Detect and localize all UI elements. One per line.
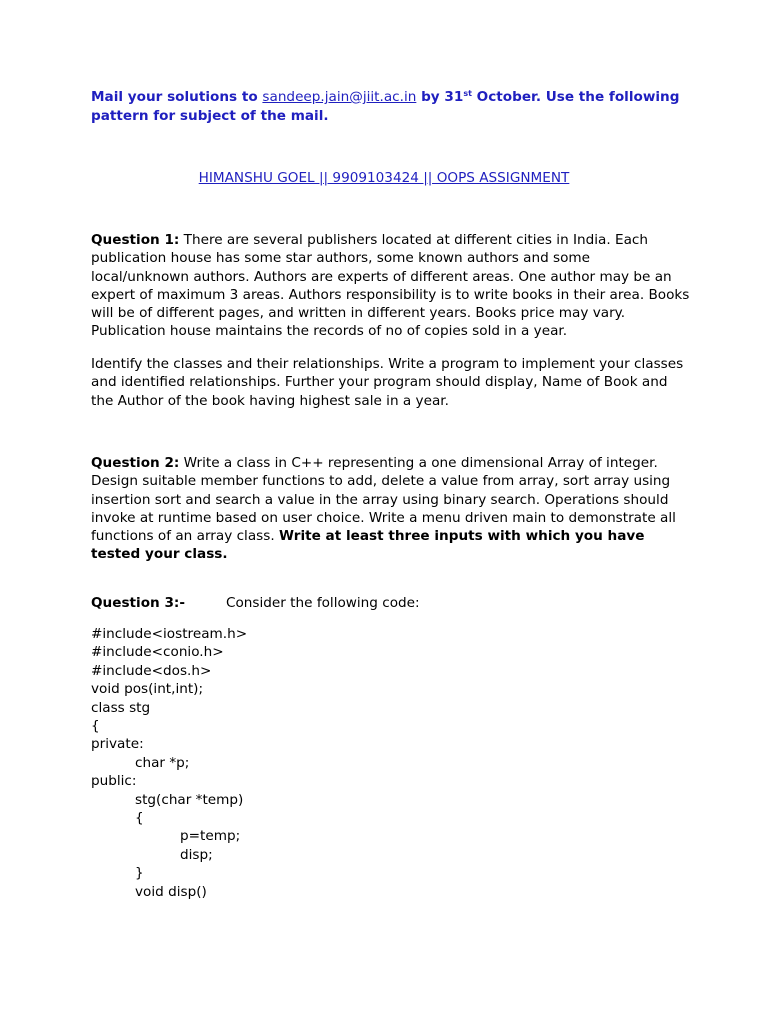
code-line: { bbox=[135, 810, 144, 827]
code-line: p=temp; bbox=[180, 828, 241, 845]
code-line: class stg bbox=[91, 699, 151, 716]
code-line: void disp() bbox=[135, 883, 207, 900]
code-line: void pos(int,int); bbox=[91, 681, 204, 698]
question-1-label: Question 1: bbox=[91, 232, 180, 248]
question-2-text: Write a class in C++ representing a one dimensional Array of integer. Design suitable member functions to add, delete a value from array, sort array using insertion sort and search a value in the array using binary search. Operations should invoke at runtime based on user choice. Write a menu driven main to demonstrate all functions of an array class. bbox=[91, 455, 676, 545]
question-3-label: Question 3:- bbox=[91, 595, 185, 611]
code-line: #include<dos.h> bbox=[91, 662, 212, 679]
mail-sup: st bbox=[463, 89, 472, 98]
question-1 bbox=[91, 231, 691, 341]
code-line: #include<conio.h> bbox=[91, 644, 224, 661]
question-2-label: Question 2: bbox=[91, 455, 180, 471]
question-3-text: Consider the following code: bbox=[226, 595, 420, 611]
code-block bbox=[91, 625, 491, 901]
code-line: #include<iostream.h> bbox=[91, 626, 248, 642]
subject-link[interactable]: HIMANSHU GOEL || 9909103424 || OOPS ASSIGNMENT bbox=[198, 170, 570, 186]
email-link[interactable]: sandeep.jain@jiit.ac.in bbox=[262, 89, 417, 105]
code-line: stg(char *temp) bbox=[135, 791, 244, 808]
code-line: } bbox=[135, 865, 144, 882]
question-1-instructions: Identify the classes and their relationships. Write a program to implement your classes and identified relationships. Further your program should display, Name of Book and the Author of the book having highest sale in a year. bbox=[91, 356, 684, 409]
subject-line bbox=[0, 170, 768, 186]
mail-suffix: October. Use the following pattern for subject of the mail. bbox=[91, 89, 680, 124]
mail-prefix: Mail your solutions to bbox=[91, 89, 263, 105]
code-line: private: bbox=[91, 736, 144, 753]
question-2 bbox=[91, 454, 691, 564]
code-line: disp; bbox=[180, 846, 213, 863]
code-line: public: bbox=[91, 773, 137, 790]
question-1-text: There are several publishers located at different cities in India. Each publication house has some star authors, some known authors and some local/unknown authors. Authors are experts of different areas. One author may be an expert of maximum 3 areas. Authors responsibility is to write books in their area. Books will be of different pages, and written in different years. Books price may vary. Publication house maintains the records of no of copies sold in a year. bbox=[91, 232, 690, 340]
question-3 bbox=[91, 595, 420, 611]
code-line: { bbox=[91, 718, 100, 735]
mail-instructions bbox=[91, 88, 691, 125]
code-line: char *p; bbox=[135, 754, 190, 771]
question-2-bold: Write at least three inputs with which you have tested your class. bbox=[91, 528, 645, 563]
mail-mid: by 31 bbox=[416, 89, 464, 105]
